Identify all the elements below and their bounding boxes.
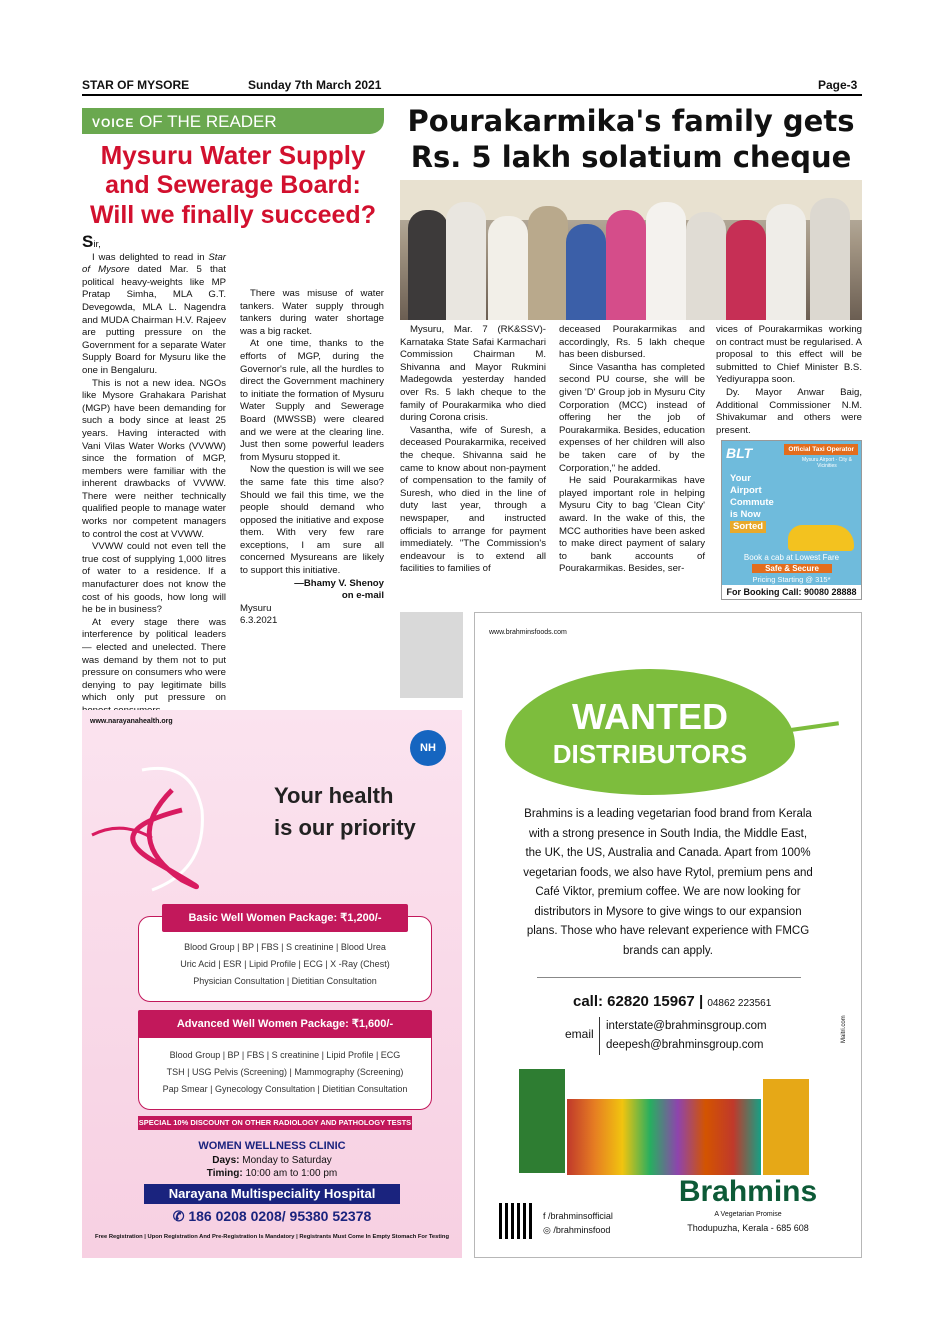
phone-icon: ✆: [172, 1208, 185, 1224]
letter-column-1: Sir, I was delighted to read in Star of Mysore dated Mar. 5 that political heavy-weights like MP Pratap Simha, MLA G.T. Devegowda, MLA L. Nagendra and MUDA Chairman H.V. Rajeev are putting pressure on the Government for a separate Water Supply Board for Mysuru like the one in Bengaluru. This is not a new idea. NGOs like Mysore Grahakara Parishat (MGP) have been demanding for such a body since at least 25 years. Having interacted with Vani Vilas Water Works (VVWW) since the formation of MGP, members were familiar with the inherent drawbacks of VVWW. There were neither technically qualified people to manage water works nor competent managers to control the cost at VVWW. VVWW could not even tell the true cost of supplying 1,000 litres of water to a residence. If a manufacturer does not know the cost of his goods, how long will he be in business? At every stage there was interference by political leaders — elected and unelected. There was demand by them not to put pressure on consumers who were denying to pay legitimate bills which only put pressure on: [82, 232, 226, 704]
product-range-image: [519, 1069, 809, 1177]
pink-ribbon-icon: [82, 750, 232, 910]
basic-package-title: Basic Well Women Package: ₹1,200/-: [162, 904, 408, 932]
letter-column-2: There was misuse of water tankers. Water supply through tankers during water shortage was a big racket. At one time, thanks to the efforts of MGP, during the Governor's rule, all the hurdles to direct the Government machinery to initiate the formation of Mysuru Water Supply and Sewerage Board (MWSSB) were cleared and we were at the clearing line. Just then some powerful leaders from Mysuru stopped it. Now the question is will we see the same fate this time also? Should we fail this time, we the people should demand who opposed the initiative and expose them. With very few rare exceptions, I am sure all concerned Mysureans are likely to support this initiative. —Bhamy V. Shenoy on e-mail Mysuru 6.3.2021: [240, 288, 384, 627]
news-column-2: deceased Pourakarmikas and accordingly, Rs. 5 lakh cheque has been disbursed. Since Vasantha has completed second PU course, she will be given 'D' Group job in Mysuru City Corporation (MCC) instead of offering her the job of Pourakarmika. Besides, education expenses of her children will also be taken care of by the Corporation," he added. He said Pourakarmikas have played important role in helping Mysuru City to bag 'Clean City' award. In the wake of this, the MCC authorities have been asked to make direct payment of salary to bank accounts of Pourakarmikas. Besides, ser-: [559, 324, 705, 575]
taxi-ad: BLT Official Taxi Operator Mysuru Airport - City & Vicinities Your Airport Commute is Now Sorted Book a cab at Lowest Fare Safe & Secure Pricing Starting @ 315* For Booking Call: 90080 28888: [721, 440, 862, 600]
basic-package-box: Blood Group | BP | FBS | S creatinine | Blood Urea Uric Acid | ESR | Lipid Profile | ECG | X -Ray (Chest) Physician Consultation | Dietitian Consultation: [138, 916, 432, 1002]
voice-of-reader-banner: VOICE OF THE READER: [82, 108, 384, 134]
letter-headline: Mysuru Water Supply and Sewerage Board: Will we finally succeed?: [90, 140, 376, 229]
page-number: Page-3: [818, 78, 858, 92]
news-headline: Pourakarmika's family gets Rs. 5 lakh solatium cheque: [407, 104, 855, 174]
blank-gray-box: [400, 612, 463, 698]
news-column-3: vices of Pourakarmikas working on contract must be regularised. A proposal to this effect will be submitted to Chief Minister B.S. Yediyurappa soon. Dy. Mayor Anwar Baig, Additional Commissioner N.M. Shivakumar and others were present.: [716, 324, 862, 436]
facebook-icon: f: [543, 1211, 546, 1221]
brahmins-ad: www.brahminsfoods.com WANTED DISTRIBUTORS Brahmins is a leading vegetarian food brand from Kerala with a strong presence in South India, the Middle East, the UK, the US, Australia and Canada. Apart from 100% vegetarian foods, we also have Rytol, premium pens and Café Viktor, premium coffee. We are now looking for distributors in Mysore to give wings to our expansion plans. Those who have relevant experience with FMCG brands can apply. call: 62820 15967 | 04862 223561 email interstate@brahminsgroup.com deepesh@brahminsgroup.com f /brahminsofficial ◎ /brahminsfood Brahmins A Vegetarian Promise Thodupuzha, Kerala - 685 608 Maitri.com: [474, 612, 862, 1258]
advanced-package-box: Blood Group | BP | FBS | S creatinine | Lipid Profile | ECG TSH | USG Pelvis (Screening) | Mammography (Screening) Pap Smear | Gynecology Consultation | Dietitian Consultation: [138, 1024, 432, 1110]
header-rule: [82, 94, 862, 96]
issue-date: Sunday 7th March 2021: [248, 78, 382, 92]
news-column-1: Mysuru, Mar. 7 (RK&SSV)- Karnataka State Safai Karmachari Commission Chairman M. Shivanna and Mayor Rukmini Madegowda yesterday handed over Rs. 5 lakh cheque to the family of Pourakarmika who died during Corona crisis. Vasantha, wife of Suresh, a deceased Pourakarmika, received the cheque. Shivanna said he came to know about non-payment of compensation to the family of Suresh, who died in the line of duty last year, through a newspaper, and instructed officials to arrange for payment immediately. "The Commission's endeavour is to extend all facilities to families of: [400, 324, 546, 575]
narayana-health-ad: www.narayanahealth.org NH Your health is our priority Blood Group | BP | FBS | S creatinine | Blood Urea Uric Acid | ESR | Lipid Profile | ECG | X -Ray (Chest) Physician Consultation | Dietitian Consultation Basic Well Women Package: ₹1,200/- Blood Group | BP | FBS | S creatinine | Lipid Profile | ECG TSH | USG Pelvis (Screening) | Mammography (Screening) Pap Smear | Gynecology Consultation | Dietitian Consultation Advanced Well Women Package: ₹1,600/- SPECIAL 10% DISCOUNT ON OTHER RADIOLOGY AND PATHOLOGY TESTS WOMEN WELLNESS CLINIC Days: Monday to Saturday Timing: 10:00 am to 1:00 pm Narayana Multispeciality Hospital ✆ 186 0208 0208/ 95380 52378 Free Registration | Upon Registration And Pre-Registration Is Mandatory | Registrants Must Come In Empty Stomach For Testing: [82, 710, 462, 1258]
taxi-icon: [788, 525, 854, 551]
cheque-handover-photo: [400, 180, 862, 320]
instagram-icon: ◎: [543, 1225, 551, 1235]
advanced-package-title: Advanced Well Women Package: ₹1,600/-: [138, 1010, 432, 1038]
qr-code-icon: [499, 1203, 535, 1239]
nh-logo: NH: [410, 730, 446, 766]
paper-name: STAR OF MYSORE: [82, 78, 190, 92]
